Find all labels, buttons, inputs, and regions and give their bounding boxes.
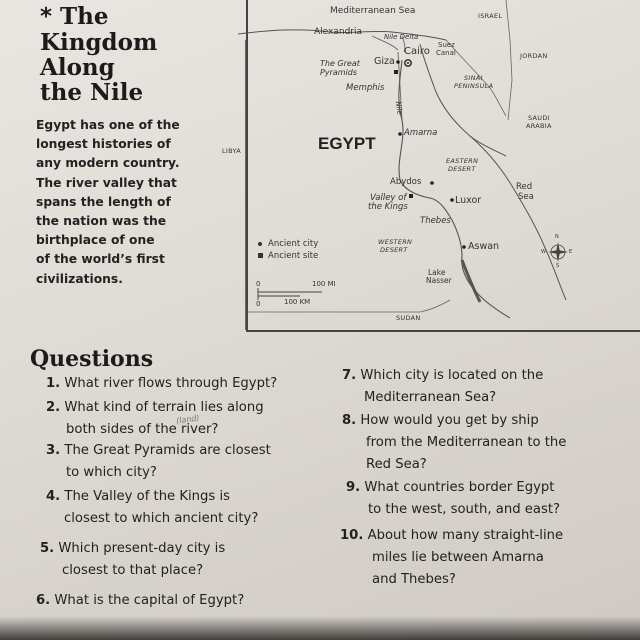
handwritten-note: (land) (175, 413, 201, 426)
compass-n: N (555, 234, 559, 240)
question-text: About how many straight-line (367, 528, 564, 543)
label-pyramids-2: Pyramids (320, 68, 358, 77)
label-eastern-desert-2: DESERT (448, 165, 476, 173)
question-text: both sides of the river? (66, 422, 219, 437)
question-7 (342, 365, 612, 409)
label-sudan: SUDAN (396, 314, 421, 322)
label-giza: Giza (374, 56, 395, 67)
question-text: to which city? (66, 465, 157, 480)
label-mediterranean-sea: Mediterranean Sea (330, 6, 416, 16)
intro-line: longest histories of (36, 137, 171, 152)
intro-line: The river valley that (36, 175, 177, 190)
label-nile: Nile (393, 100, 404, 116)
question-10 (340, 525, 620, 591)
sudan-border (246, 300, 450, 312)
label-saudi-arabia-2: ARABIA (526, 122, 552, 130)
label-amarna: Amarna (404, 128, 438, 138)
question-text: closest to which ancient city? (64, 511, 259, 526)
page-shadow (0, 616, 640, 640)
title-star: * (40, 4, 53, 30)
question-text: Mediterranean Sea? (364, 390, 497, 405)
aswan-marker (462, 245, 466, 249)
label-alexandria: Alexandria (314, 27, 363, 37)
giza-marker (396, 60, 400, 64)
question-text: What river flows through Egypt? (64, 376, 278, 391)
question-8 (342, 410, 622, 476)
question-5 (40, 538, 330, 582)
label-egypt: EGYPT (318, 134, 376, 153)
luxor-marker (450, 198, 454, 202)
label-western-desert-1: WESTERN (378, 238, 413, 246)
question-number: 5. (40, 541, 55, 556)
label-luxor: Luxor (455, 195, 482, 206)
question-9 (346, 477, 616, 521)
label-valley-kings-2: the Kings (368, 202, 408, 212)
intro-line: civilizations. (36, 271, 123, 286)
label-scale-zero-2: 0 (256, 300, 261, 308)
label-eastern-desert-1: EASTERN (446, 157, 479, 165)
label-valley-kings-1: Valley of (370, 193, 407, 203)
label-scale-km: 100 KM (284, 298, 311, 306)
question-number: 9. (346, 480, 361, 495)
compass-w: W (541, 249, 546, 255)
compass-e: E (569, 249, 573, 255)
amarna-marker (398, 132, 402, 136)
title-line-3: Along (40, 54, 115, 81)
question-text: and Thebes? (372, 572, 456, 587)
question-number: 10. (340, 528, 364, 543)
question-6 (36, 590, 326, 612)
compass-s: S (556, 263, 560, 269)
legend-city-label: Ancient city (268, 239, 319, 249)
label-memphis: Memphis (346, 83, 385, 93)
question-number: 6. (36, 593, 51, 608)
label-abydos: Abydos (390, 177, 422, 187)
question-text: How would you get by ship (360, 413, 539, 428)
question-4 (46, 486, 336, 530)
map-legend (258, 238, 318, 262)
question-text: What is the capital of Egypt? (54, 593, 245, 608)
label-jordan: JORDAN (520, 52, 548, 60)
label-suez-2: Canal (436, 49, 456, 57)
label-thebes: Thebes (420, 216, 451, 226)
compass-rose (548, 242, 568, 262)
question-number: 8. (342, 413, 357, 428)
intro-line: of the world’s first (36, 252, 165, 267)
intro-line: any modern country. (36, 156, 180, 171)
label-red-sea-1: Red (516, 182, 533, 192)
label-lake-nasser-1: Lake (428, 268, 446, 277)
abydos-marker (430, 181, 434, 185)
label-red-sea-2: Sea (518, 192, 534, 202)
title-line-4: the Nile (40, 79, 144, 106)
question-text: Which city is located on the (360, 368, 544, 383)
intro-line: spans the length of (36, 194, 171, 209)
question-3 (46, 440, 336, 484)
legend-city-dot-icon (258, 242, 262, 246)
intro-line: Egypt has one of the (36, 118, 180, 132)
question-number: 4. (46, 489, 61, 504)
question-text: from the Mediterranean to the (366, 435, 567, 450)
label-western-desert-2: DESERT (380, 246, 408, 254)
east-coast (470, 136, 566, 300)
question-1 (46, 373, 336, 395)
lake-nasser (462, 260, 480, 302)
question-text: Which present-day city is (58, 541, 226, 556)
question-text: The Great Pyramids are closest (64, 443, 271, 458)
legend-site-square-icon (258, 253, 263, 258)
label-lake-nasser-2: Nasser (426, 276, 452, 285)
label-cairo: Cairo (404, 46, 430, 57)
question-number: 1. (46, 376, 61, 391)
question-text: What countries border Egypt (364, 480, 555, 495)
title-line-2: Kingdom (40, 29, 158, 56)
valley-kings-marker (409, 194, 413, 198)
label-saudi-arabia-1: SAUDI (528, 114, 550, 122)
title-line-1: The (60, 3, 109, 30)
question-text: to the west, south, and east? (368, 502, 561, 517)
label-suez-1: Suez (438, 41, 455, 49)
question-text: The Valley of the Kings is (64, 489, 230, 504)
question-text: miles lie between Amarna (372, 550, 544, 565)
label-pyramids-1: The Great (320, 59, 360, 68)
label-nile-delta: Nile Delta (384, 33, 419, 41)
questions-heading: Questions (30, 346, 154, 372)
label-scale-mi: 100 MI (312, 280, 336, 288)
label-scale-zero-1: 0 (256, 280, 261, 288)
label-israel: ISRAEL (478, 12, 503, 20)
intro-line: birthplace of one (36, 233, 155, 248)
israel-border (506, 0, 512, 120)
pyramids-marker (394, 70, 398, 74)
question-text: What kind of terrain lies along (64, 400, 264, 415)
question-text: closest to that place? (62, 563, 204, 578)
red-sea-coast (420, 44, 506, 156)
intro-line: the nation was the (36, 214, 167, 229)
label-sinai-2: PENINSULA (454, 82, 494, 90)
question-number: 3. (46, 443, 61, 458)
question-number: 2. (46, 400, 61, 415)
label-sinai-1: SINAI (464, 74, 483, 82)
question-text: Red Sea? (366, 457, 427, 472)
question-number: 7. (342, 368, 357, 383)
cairo-marker-center (407, 62, 409, 64)
label-libya: LIBYA (222, 147, 242, 155)
nile-river (399, 60, 510, 318)
legend-site-label: Ancient site (268, 251, 319, 261)
label-aswan: Aswan (468, 241, 500, 252)
